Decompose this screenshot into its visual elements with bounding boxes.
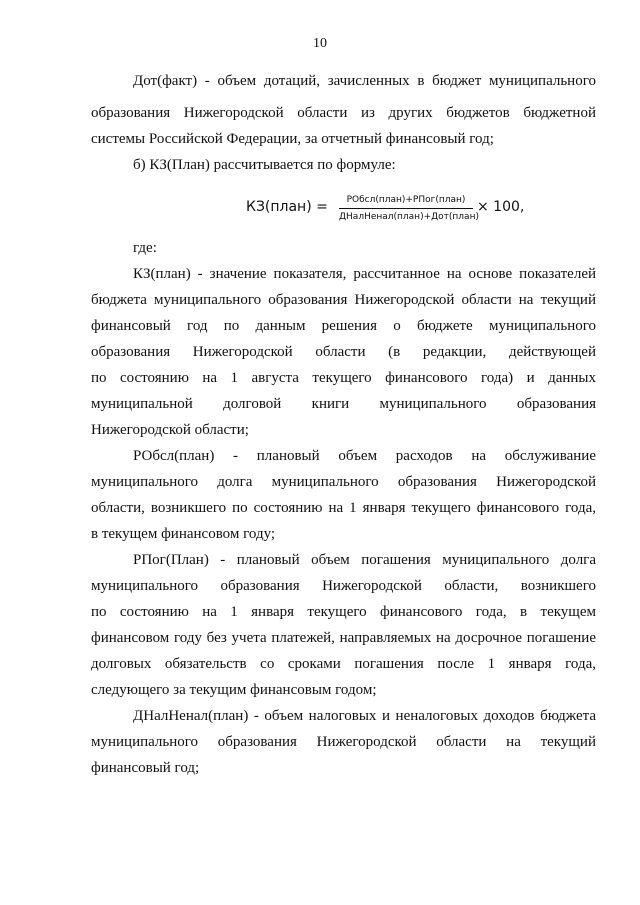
text-line: бюджета муниципального образования Нижегородской области на текущий	[91, 292, 596, 308]
text-line: финансовый год;	[91, 760, 200, 776]
formula-rhs: × 100,	[477, 199, 525, 215]
text-line: финансовом году без учета платежей, направляемых на досрочное погашение	[91, 630, 596, 646]
text-line: области, возникшего по состоянию на 1 января текущего финансового года,	[91, 500, 596, 516]
text-line: долговых обязательств со сроками погашения после 1 января года,	[91, 656, 596, 672]
text-line: б) КЗ(План) рассчитывается по формуле:	[133, 157, 396, 173]
text-line: РОбсл(план) - плановый объем расходов на обслуживание	[133, 448, 596, 464]
formula-denominator: ДНалНенал(план)+Дот(план)	[339, 212, 479, 222]
text-line: следующего за текущим финансовым годом;	[91, 682, 377, 698]
text-line: образования Нижегородской области (в редакции, действующей	[91, 344, 596, 360]
text-line: ДНалНенал(план) - объем налоговых и неналоговых доходов бюджета	[133, 708, 596, 724]
text-line: муниципальной долговой книги муниципального образования	[91, 396, 596, 412]
text-line: в текущем финансовом году;	[91, 526, 276, 542]
formula	[246, 194, 536, 234]
formula-lhs: КЗ(план) =	[246, 199, 328, 215]
text-line: финансовый год по данным решения о бюджете муниципального	[91, 318, 596, 334]
fraction-bar	[339, 208, 473, 209]
text-line: по состоянию на 1 января текущего финансового года, в текущем	[91, 604, 596, 620]
text-line: муниципального образования Нижегородской области на текущий	[91, 734, 596, 750]
formula-fraction	[339, 194, 479, 224]
formula-numerator: РОбсл(план)+РПог(план)	[346, 195, 466, 205]
text-line: где:	[133, 240, 157, 256]
text-line: Дот(факт) - объем дотаций, зачисленных в бюджет муниципального	[133, 73, 596, 89]
text-line: муниципального образования Нижегородской области, возникшего	[91, 578, 596, 594]
text-line: образования Нижегородской области из других бюджетов бюджетной	[91, 105, 596, 121]
text-line: по состоянию на 1 августа текущего финансового года) и данных	[91, 370, 596, 386]
text-line: РПог(План) - плановый объем погашения муниципального долга	[133, 552, 596, 568]
text-line: КЗ(план) - значение показателя, рассчитанное на основе показателей	[133, 266, 596, 282]
text-line: Нижегородской области;	[91, 422, 249, 438]
text-line: муниципального долга муниципального образования Нижегородской	[91, 474, 596, 490]
text-line: системы Российской Федерации, за отчетный финансовый год;	[91, 131, 494, 147]
page-number: 10	[313, 36, 327, 51]
